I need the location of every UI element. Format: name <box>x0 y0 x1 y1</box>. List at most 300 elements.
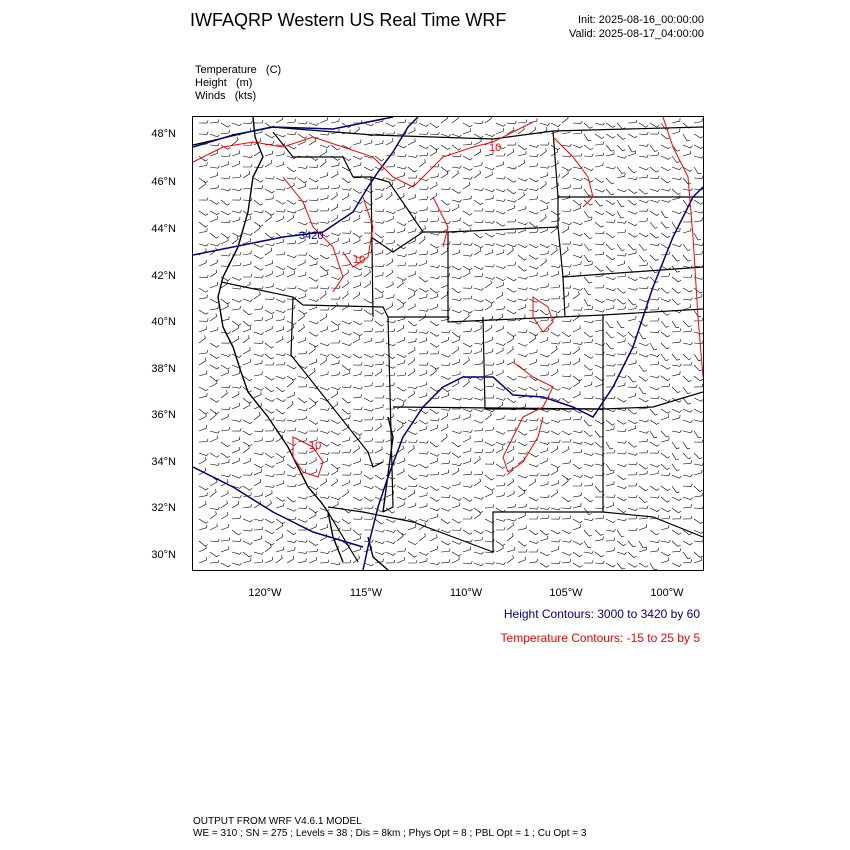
wind-barb <box>254 120 263 123</box>
wind-barb <box>474 138 481 145</box>
wind-barb <box>331 464 340 469</box>
wind-barb <box>430 387 439 391</box>
wind-barb <box>298 294 306 300</box>
wind-barb <box>430 425 437 431</box>
wind-barb <box>364 123 374 126</box>
wind-barb <box>254 391 261 398</box>
wind-barb <box>650 362 659 366</box>
wind-barb <box>595 231 604 234</box>
wind-barb <box>254 306 263 310</box>
wind-barb <box>210 463 219 466</box>
wind-barb <box>364 417 373 420</box>
wind-barb <box>364 338 372 343</box>
wind-barb <box>276 419 285 422</box>
wind-barb <box>243 171 250 178</box>
wind-barb <box>375 140 383 145</box>
wind-barb <box>419 503 427 508</box>
wind-barb <box>320 472 329 475</box>
wind-barb <box>254 266 263 270</box>
wind-barb <box>265 315 272 321</box>
wind-barb <box>584 211 592 218</box>
wind-barb <box>507 491 514 498</box>
wind-barb <box>463 516 472 519</box>
wind-barb <box>507 200 517 202</box>
wind-barb <box>496 541 505 546</box>
wind-barb <box>320 496 329 499</box>
wind-barb <box>419 492 427 497</box>
wind-barb <box>386 354 395 359</box>
wind-barb <box>397 502 404 508</box>
wind-barb <box>254 275 263 278</box>
wind-barb <box>199 501 206 508</box>
wind-barb <box>210 244 220 246</box>
wind-barb <box>386 365 395 368</box>
wind-barb <box>353 508 363 510</box>
wind-barb <box>551 517 560 520</box>
wind-barb <box>683 188 693 191</box>
wind-barb <box>210 216 217 222</box>
wind-barb <box>221 427 230 431</box>
wind-barb <box>210 282 217 288</box>
wind-barb <box>694 200 703 204</box>
wind-barb <box>430 418 439 421</box>
wind-barb <box>573 222 583 225</box>
wind-barb <box>397 387 406 391</box>
wind-barb <box>243 155 253 158</box>
wind-barb <box>496 250 504 255</box>
wind-barb <box>463 313 469 321</box>
wind-barb <box>441 508 450 511</box>
wind-barb <box>320 314 327 321</box>
wind-barb <box>408 464 418 467</box>
wind-barb <box>639 132 648 135</box>
wind-barb <box>342 238 350 244</box>
wind-barb <box>254 341 263 344</box>
wind-barb <box>232 336 239 343</box>
wind-barb <box>606 299 616 301</box>
wind-barb <box>463 196 472 200</box>
wind-barb <box>683 497 693 500</box>
wind-barb <box>694 243 703 246</box>
wind-barb <box>243 504 252 508</box>
wind-barb <box>342 188 351 191</box>
wind-barb <box>353 536 361 541</box>
wind-barb <box>210 211 219 215</box>
wind-barb <box>375 417 384 421</box>
wind-barb <box>683 244 691 250</box>
wind-barb <box>694 398 703 401</box>
wind-barb <box>309 428 318 431</box>
wind-barb <box>661 376 670 381</box>
wind-barb <box>452 431 462 434</box>
wind-barb <box>441 266 451 268</box>
init-time: Init: 2025-08-16_00:00:00 <box>578 14 704 26</box>
wind-barb <box>221 524 229 530</box>
wind-barb <box>474 233 483 238</box>
wind-barb <box>342 365 351 370</box>
wind-barb <box>430 321 439 326</box>
wind-barb <box>441 292 448 299</box>
wind-barb <box>529 453 538 457</box>
wind-barb <box>584 372 593 376</box>
wind-barb <box>540 337 548 343</box>
wind-barb <box>254 210 264 213</box>
wind-barb <box>650 420 659 424</box>
wind-barb <box>309 332 318 336</box>
wind-barb <box>287 376 296 380</box>
wind-barb <box>232 197 241 200</box>
wind-barb <box>551 480 559 486</box>
wind-barb <box>397 154 406 157</box>
wind-barb <box>584 167 593 171</box>
wind-barb <box>507 230 516 233</box>
wind-barb <box>639 420 649 422</box>
wind-barb <box>199 393 207 398</box>
wind-barb <box>243 552 252 557</box>
wind-barb <box>221 365 230 369</box>
wind-barb <box>408 358 415 365</box>
wind-barb <box>430 265 440 268</box>
wind-barb <box>529 464 539 467</box>
wind-barb <box>364 372 373 376</box>
wind-barb <box>298 462 307 465</box>
wind-barb <box>661 464 670 470</box>
wind-barb <box>320 431 330 433</box>
wind-barb <box>551 332 560 336</box>
wind-barb <box>441 549 450 552</box>
wind-barb <box>254 493 263 497</box>
wind-barb <box>364 497 373 501</box>
wind-barb <box>419 309 428 312</box>
wind-barb <box>529 163 538 167</box>
wind-barb <box>562 340 571 343</box>
wind-barb <box>309 178 318 182</box>
wind-barb <box>584 508 592 515</box>
wind-barb <box>507 205 514 211</box>
wind-barb <box>617 339 625 344</box>
wind-barb <box>430 343 439 347</box>
wind-barb <box>386 530 396 533</box>
wind-barb <box>298 558 306 563</box>
wind-barb <box>573 442 583 444</box>
wind-barb <box>199 120 208 123</box>
wind-barb <box>265 189 274 193</box>
wind-barb <box>298 324 304 332</box>
wind-barb <box>650 330 659 333</box>
wind-barb <box>650 376 660 378</box>
wind-barb <box>243 359 250 365</box>
wind-barb <box>221 407 230 410</box>
wind-barb <box>683 178 691 184</box>
wind-barb <box>683 484 692 487</box>
wind-barb <box>518 557 525 563</box>
wind-barb <box>287 266 296 270</box>
wind-barb <box>650 431 657 438</box>
wind-barb <box>540 142 549 145</box>
wind-barb <box>331 204 338 211</box>
wind-barb <box>199 319 208 322</box>
wind-barb <box>584 320 594 323</box>
wind-barb <box>276 216 283 222</box>
wind-barb <box>485 209 494 212</box>
wind-barb <box>276 453 285 458</box>
wind-barb <box>694 167 701 174</box>
wind-barb <box>342 332 352 335</box>
wind-barb <box>496 360 504 365</box>
wind-barb <box>210 507 220 510</box>
wind-barb <box>474 208 483 211</box>
wind-barb <box>661 486 670 491</box>
wind-barb <box>694 453 702 459</box>
wind-barb <box>375 132 384 135</box>
wind-barb <box>331 118 339 123</box>
wind-barb <box>353 445 359 453</box>
wind-barb <box>254 387 263 390</box>
wind-barb <box>562 552 571 555</box>
wind-barb <box>474 273 483 277</box>
wind-barb <box>441 354 450 357</box>
wind-barb <box>617 189 627 192</box>
wind-barb <box>617 508 626 513</box>
wind-barb <box>496 189 506 192</box>
lon-label-110: 110°W <box>449 587 483 599</box>
wind-barb <box>199 525 207 530</box>
wind-barb <box>551 546 559 552</box>
wind-barb <box>342 528 351 531</box>
wind-barb <box>265 438 274 442</box>
wind-barb <box>463 530 472 534</box>
wind-barb <box>463 243 472 246</box>
wind-barb <box>232 299 242 302</box>
wind-barb <box>683 552 691 559</box>
wind-barb <box>595 162 603 167</box>
wind-barb <box>617 145 625 151</box>
height-contour-label: 3420 <box>299 230 324 242</box>
wind-barb <box>419 123 428 127</box>
wind-barb <box>639 332 646 339</box>
wind-barb <box>683 387 691 394</box>
wind-barb <box>342 409 351 414</box>
wind-barb <box>375 233 384 238</box>
wind-barb <box>199 557 206 563</box>
wind-barb <box>507 247 513 255</box>
wind-barb <box>210 560 219 563</box>
wind-barb <box>265 464 274 467</box>
wind-barb <box>408 194 416 200</box>
wind-barb <box>287 540 297 543</box>
wind-barb <box>419 552 428 555</box>
wind-barb <box>474 134 483 138</box>
wind-barb <box>617 382 625 387</box>
wind-barb <box>375 264 384 267</box>
wind-barb <box>331 354 340 358</box>
wind-barb <box>485 363 494 366</box>
wind-barb <box>243 420 252 424</box>
wind-barb <box>397 222 406 226</box>
wind-barb <box>606 151 614 156</box>
wind-barb <box>562 170 568 178</box>
run-times <box>569 13 704 41</box>
wind-barb <box>419 393 427 398</box>
wind-barb <box>309 255 318 260</box>
wind-barb <box>254 372 262 377</box>
wind-barb <box>474 308 483 311</box>
wind-barb <box>573 308 582 311</box>
wind-barb <box>353 126 359 134</box>
wind-barb <box>573 233 583 236</box>
wind-barb <box>298 310 307 314</box>
wind-barb <box>287 167 296 172</box>
wind-barb <box>518 451 527 454</box>
wind-barb <box>353 458 361 464</box>
wind-barb <box>496 211 506 214</box>
wind-barb <box>232 458 239 464</box>
wind-barb <box>617 167 625 173</box>
wind-barb <box>584 332 593 337</box>
wind-barb <box>661 398 670 402</box>
wind-barb <box>386 329 395 332</box>
wind-barb <box>551 310 561 313</box>
wind-barb <box>672 167 682 170</box>
wind-barb <box>419 486 429 489</box>
wind-barb <box>474 121 483 124</box>
wind-barb <box>507 288 516 292</box>
wind-barb <box>551 490 558 497</box>
wind-barb <box>199 541 208 546</box>
wind-barb <box>265 474 275 477</box>
wind-barb <box>364 398 373 402</box>
wind-barb <box>606 354 616 356</box>
wind-barb <box>287 271 294 277</box>
wind-barb <box>639 486 648 491</box>
wind-barb <box>397 354 406 357</box>
wind-barb <box>276 252 285 255</box>
wind-barb <box>232 552 242 554</box>
wind-barb <box>386 192 392 200</box>
wind-barb <box>650 200 660 202</box>
wind-barb <box>419 464 428 468</box>
wind-barb <box>265 485 274 488</box>
wind-barb <box>254 354 264 356</box>
wind-barb <box>639 497 647 503</box>
wind-barb <box>221 176 230 179</box>
wind-barb <box>540 536 548 541</box>
wind-barb <box>430 294 438 299</box>
wind-barb <box>265 519 274 523</box>
wind-barb <box>551 174 560 178</box>
wind-barb <box>452 154 461 157</box>
wind-barb <box>485 265 494 268</box>
wind-barb <box>298 506 307 509</box>
wind-barb <box>397 228 405 233</box>
wind-barb <box>617 486 627 489</box>
wind-barb <box>661 222 669 228</box>
wind-barb <box>617 420 626 424</box>
wind-barb <box>353 354 362 358</box>
wind-barb <box>375 552 385 555</box>
wind-barb <box>694 251 703 255</box>
wind-barb <box>529 288 539 290</box>
wind-barb <box>474 511 480 519</box>
lat-label-36: 36°N <box>151 409 176 421</box>
wind-barb <box>221 453 230 458</box>
wind-barb <box>694 470 702 475</box>
wind-barb <box>210 431 220 433</box>
wind-barb <box>606 220 615 223</box>
wind-barb <box>507 428 516 431</box>
wind-barb <box>265 214 271 222</box>
wind-barb <box>397 303 404 310</box>
wind-barb <box>342 321 352 324</box>
wind-barb <box>639 167 649 170</box>
wind-barb <box>243 529 252 532</box>
wind-barb <box>617 306 626 310</box>
wind-barb <box>672 453 679 460</box>
wind-barb <box>562 241 571 244</box>
wind-barb <box>639 175 648 178</box>
wind-barb <box>397 205 404 211</box>
wind-barb <box>298 272 306 277</box>
wind-barb <box>232 161 239 167</box>
wind-barb <box>540 284 549 288</box>
wind-barb <box>276 471 285 475</box>
wind-barb <box>518 526 526 530</box>
wind-barb <box>452 468 459 475</box>
wind-barb <box>419 236 425 244</box>
wind-barb <box>694 486 703 492</box>
wind-barb <box>617 429 626 432</box>
wind-barb <box>452 347 459 355</box>
wind-barb <box>287 255 297 258</box>
wind-barb <box>606 332 614 338</box>
wind-barb <box>617 244 625 251</box>
wind-barb <box>276 555 282 563</box>
wind-barb <box>551 341 560 344</box>
wind-barb <box>353 517 362 520</box>
wind-barb <box>661 178 670 183</box>
wind-barb <box>694 119 702 123</box>
wind-barb <box>408 288 417 292</box>
wind-barb <box>210 233 219 238</box>
wind-barb <box>265 160 272 167</box>
wind-barb <box>430 209 439 212</box>
wind-barb <box>518 376 528 378</box>
wind-barb <box>672 475 681 478</box>
wind-barb <box>375 329 384 332</box>
wind-barb <box>276 409 285 414</box>
wind-barb <box>595 537 603 541</box>
wind-barb <box>430 193 437 200</box>
wind-barb <box>254 225 260 233</box>
wind-barb <box>485 299 494 303</box>
wind-barb <box>287 401 293 409</box>
wind-barb <box>375 239 383 244</box>
wind-barb <box>639 144 648 147</box>
wind-barb <box>672 299 680 305</box>
wind-barb <box>584 551 593 554</box>
wind-barb <box>221 303 228 310</box>
wind-barb <box>474 266 483 270</box>
wind-barb <box>496 446 503 453</box>
valid-time: Valid: 2025-08-17_04:00:00 <box>569 28 704 40</box>
wind-barb <box>397 325 404 332</box>
wind-barb <box>364 281 371 289</box>
wind-barb <box>606 277 616 280</box>
wind-barb <box>507 346 513 354</box>
wind-barb <box>474 420 483 423</box>
wind-barb <box>386 178 396 181</box>
wind-barb <box>331 185 340 189</box>
